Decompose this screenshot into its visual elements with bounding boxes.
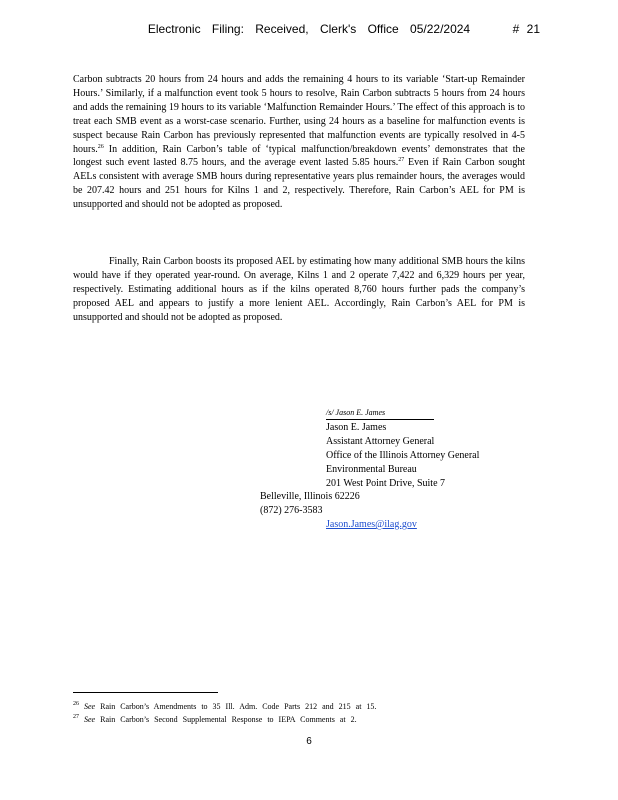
signer-phone: (872) 276-3583	[260, 505, 323, 516]
paragraph-1-text-c: Even if Rain Carbon sought AELs consistent with average SMB hours during representative years plus remainder hours, the averages would be 207.42 hours and 251 hours for Kilns 1 and 2, respectively. Therefore, Rain Carbon’s AEL for PM is unsupported and should not be adopted as proposed.	[73, 157, 525, 211]
footnote-26-text: Rain Carbon’s Amendments to 35 Ill. Adm. Code Parts 212 and 215 at 15.	[95, 702, 377, 711]
signature-line: /s/ Jason E. James	[326, 408, 434, 420]
page-number: 6	[306, 736, 312, 747]
signer-title: Assistant Attorney General	[326, 436, 435, 447]
footnote-26-number: 26	[73, 701, 79, 707]
footnote-ref-27: 27	[398, 157, 405, 164]
footnote-26	[73, 702, 376, 712]
paragraph-1-text-a: Carbon subtracts 20 hours from 24 hours and adds the remaining 4 hours to its variable ‘Start-up Remainder Hours.’ Similarly, if a malfunction event took 5 hours to resolve, Rain Carbon subtracts 5 hours from 24 hours and adds the remaining 19 hours to its variable ‘Malfunction Remainder Hours.’ The effect of this approach is to treat each SMB event as a worst-case scenario. Further, using 24 hours as a baseline for malfunction events is suspect because Rain Carbon has previously represented that malfunction events are typically resolved in 4-5 hours.	[73, 74, 525, 155]
footnote-27-text: Rain Carbon’s Second Supplemental Response to IEPA Comments at 2.	[95, 715, 357, 724]
footnote-27	[73, 715, 357, 725]
footnote-ref-26: 26	[97, 143, 104, 150]
signer-name: Jason E. James	[326, 422, 387, 433]
filing-stamp-text: Electronic Filing: Received, Clerk's Office 05/22/2024	[147, 22, 471, 36]
signer-office: Office of the Illinois Attorney General	[326, 450, 480, 461]
filing-header	[0, 22, 618, 38]
signer-city: Belleville, Illinois 62226	[260, 491, 360, 502]
footnote-27-signal: See	[84, 715, 96, 724]
filing-number: # 21	[512, 22, 540, 36]
footnote-divider	[73, 692, 218, 693]
body-paragraph-1	[73, 73, 525, 212]
footnote-27-number: 27	[73, 714, 79, 720]
footnote-26-signal: See	[84, 702, 96, 711]
signer-bureau: Environmental Bureau	[326, 464, 417, 475]
paragraph-1-text-b: In addition, Rain Carbon’s table of ‘typical malfunction/breakdown events’ demonstrates that the longest such event lasted 8.75 hours, and the average event lasted 5.85 hours.	[73, 143, 525, 169]
body-paragraph-2: Finally, Rain Carbon boosts its proposed AEL by estimating how many additional SMB hours the kilns would have if they operated year-round. On average, Kilns 1 and 2 operate 7,422 and 6,329 hours per year, respectively. Estimating additional hours as if the kilns operated 8,760 hours further pads the company’s proposed AEL and appears to justify a more lenient AEL. Accordingly, Rain Carbon’s AEL for PM is unsupported and should not be adopted as proposed.	[73, 256, 525, 323]
signer-email-link[interactable]: Jason.James@ilag.gov	[326, 519, 417, 530]
signer-street: 201 West Point Drive, Suite 7	[326, 478, 446, 489]
